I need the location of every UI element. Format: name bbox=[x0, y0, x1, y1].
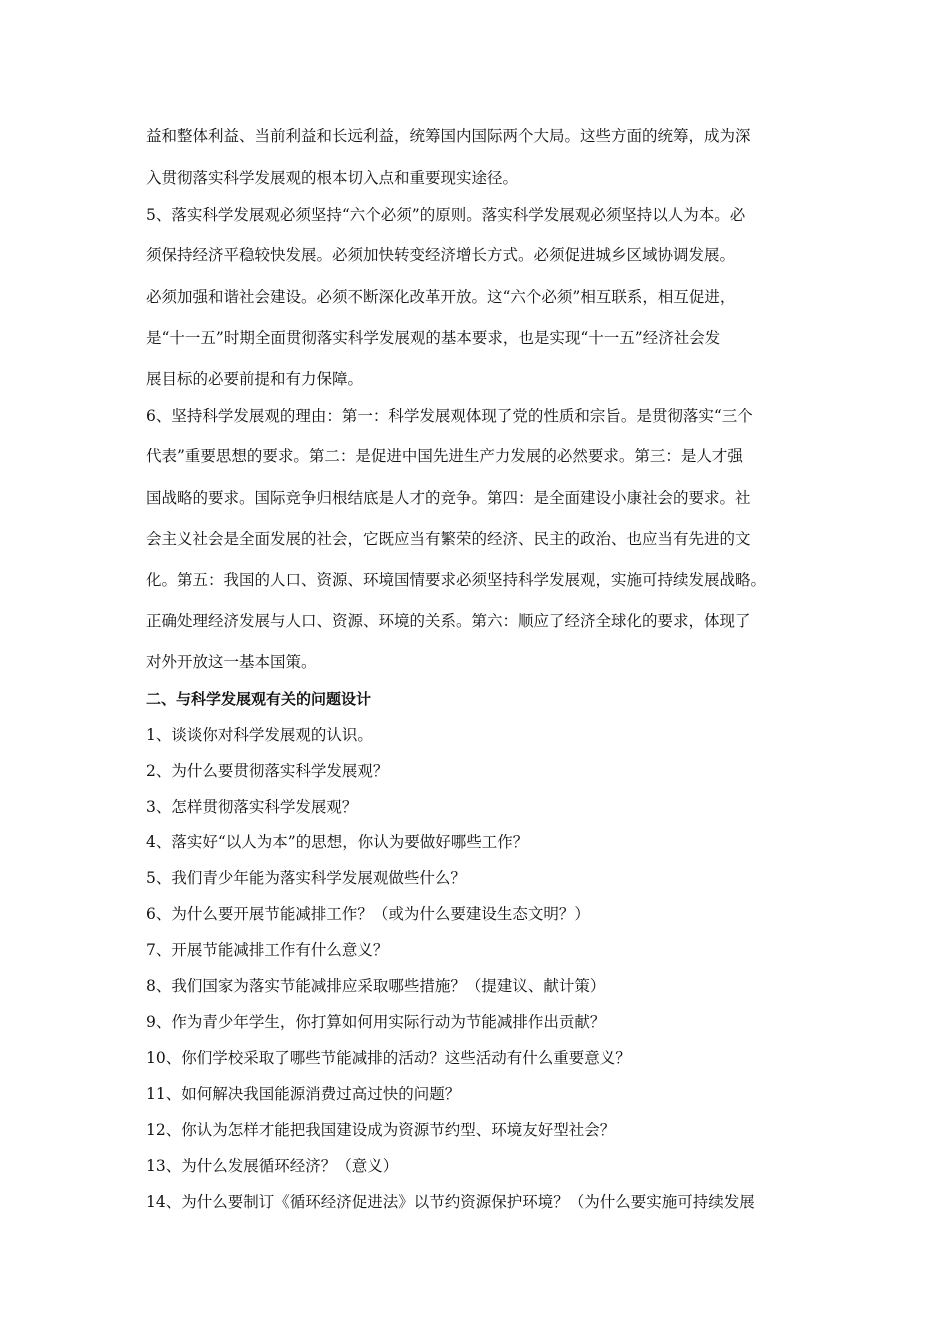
question-item: 1、谈谈你对科学发展观的认识。 bbox=[146, 726, 373, 744]
paragraph-line: 正确处理经济发展与人口、资源、环境的关系。第六：顺应了经济全球化的要求，体现了 bbox=[146, 612, 751, 630]
question-item: 2、为什么要贯彻落实科学发展观？ bbox=[146, 762, 389, 780]
question-item: 5、我们青少年能为落实科学发展观做些什么？ bbox=[146, 869, 466, 887]
paragraph-line: 入贯彻落实科学发展观的根本切入点和重要现实途径。 bbox=[146, 169, 519, 187]
paragraph-line: 对外开放这一基本国策。 bbox=[146, 653, 317, 671]
paragraph-line: 展目标的必要前提和有力保障。 bbox=[146, 370, 364, 388]
paragraph-line: 国战略的要求。国际竞争归根结底是人才的竞争。第四：是全面建设小康社会的要求。社 bbox=[146, 489, 751, 507]
question-item: 3、怎样贯彻落实科学发展观？ bbox=[146, 798, 358, 816]
paragraph-line: 益和整体利益、当前利益和长远利益，统筹国内国际两个大局。这些方面的统筹，成为深 bbox=[146, 127, 751, 145]
paragraph-line: 是“十一五”时期全面贯彻落实科学发展观的基本要求，也是实现“十一五”经济社会发 bbox=[146, 329, 721, 347]
question-item: 4、落实好“以人为本”的思想，你认为要做好哪些工作？ bbox=[146, 833, 529, 851]
paragraph-line: 须保持经济平稳较快发展。必须加快转变经济增长方式。必须促进城乡区域协调发展。 bbox=[146, 246, 736, 264]
question-item: 12、你认为怎样才能把我国建设成为资源节约型、环境友好型社会？ bbox=[146, 1121, 616, 1139]
paragraph-line: 会主义社会是全面发展的社会，它既应当有繁荣的经济、民主的政治、也应当有先进的文 bbox=[146, 530, 751, 548]
section-heading: 二、与科学发展观有关的问题设计 bbox=[146, 690, 372, 708]
question-item: 9、作为青少年学生，你打算如何用实际行动为节能减排作出贡献？ bbox=[146, 1013, 606, 1031]
paragraph-line: 6、坚持科学发展观的理由：第一：科学发展观体现了党的性质和宗旨。是贯彻落实“三个 bbox=[146, 407, 753, 425]
question-item: 6、为什么要开展节能减排工作？（或为什么要建设生态文明？） bbox=[146, 905, 590, 923]
question-item: 7、开展节能减排工作有什么意义？ bbox=[146, 941, 389, 959]
question-item: 11、如何解决我国能源消费过高过快的问题？ bbox=[146, 1085, 461, 1103]
question-item: 10、你们学校采取了哪些节能减排的活动？这些活动有什么重要意义？ bbox=[146, 1049, 631, 1067]
paragraph-line: 必须加强和谐社会建设。必须不断深化改革开放。这“六个必须”相互联系，相互促进， bbox=[146, 288, 736, 306]
question-item: 14、为什么要制订《循环经济促进法》以节约资源保护环境？（为什么要实施可持续发展 bbox=[146, 1193, 755, 1211]
question-item: 13、为什么发展循环经济？（意义） bbox=[146, 1157, 399, 1175]
paragraph-line: 5、落实科学发展观必须坚持“六个必须”的原则。落实科学发展观必须坚持以人为本。必 bbox=[146, 206, 746, 224]
paragraph-line: 代表”重要思想的要求。第二：是促进中国先进生产力发展的必然要求。第三：是人才强 bbox=[146, 447, 743, 465]
paragraph-line: 化。第五：我国的人口、资源、环境国情要求必须坚持科学发展观，实施可持续发展战略。 bbox=[146, 571, 767, 589]
question-item: 8、我们国家为落实节能减排应采取哪些措施？（提建议、献计策） bbox=[146, 977, 606, 995]
